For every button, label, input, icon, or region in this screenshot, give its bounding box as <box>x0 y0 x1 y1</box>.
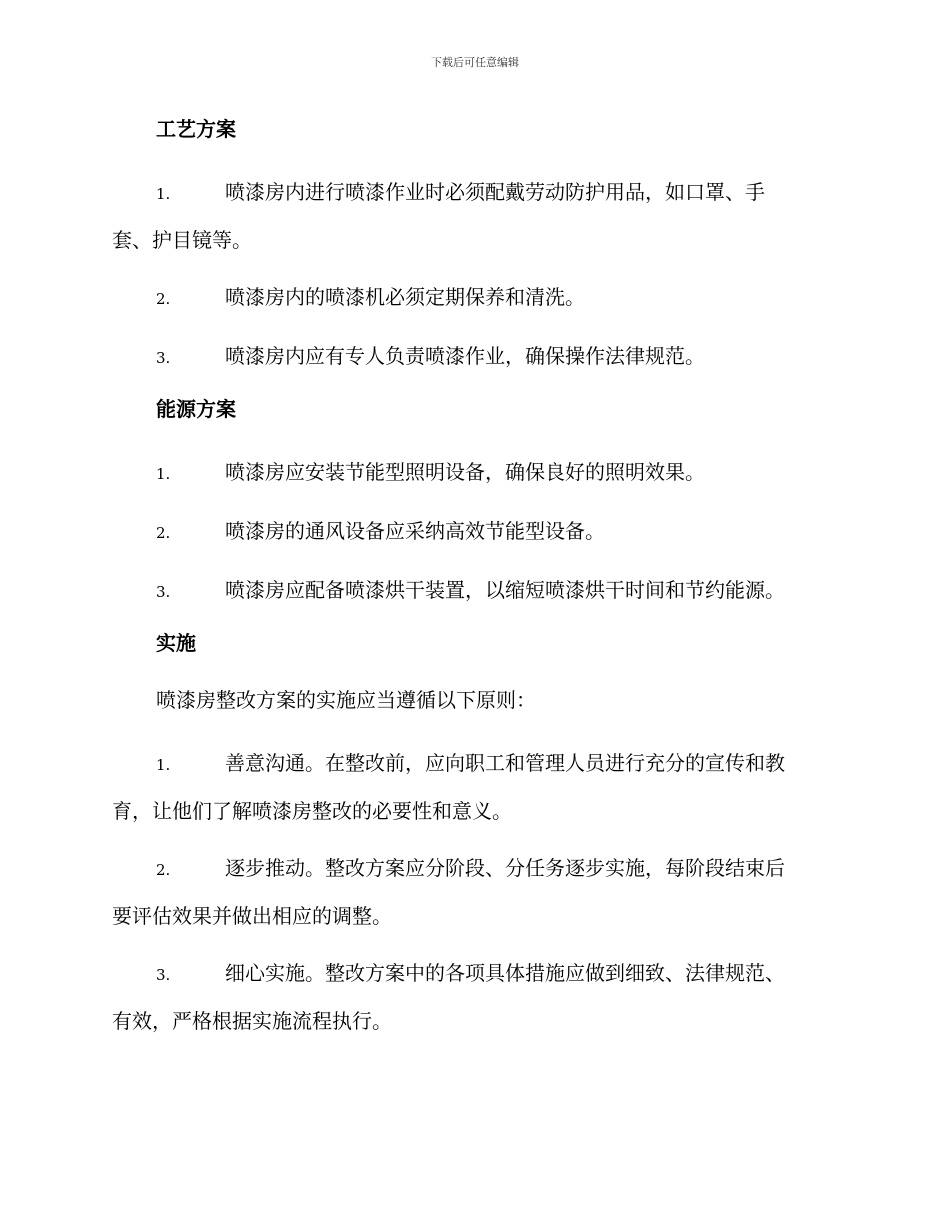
item-text: 善意沟通。在整改前，应向职工和管理人员进行充分的宣传和教 <box>225 751 785 775</box>
item-text: 逐步推动。整改方案应分阶段、分任务逐步实施，每阶段结束后 <box>225 856 785 880</box>
list-item <box>112 845 838 939</box>
item-text-cont: 套、护目镜等。 <box>112 228 252 252</box>
list-item <box>112 740 838 834</box>
item-number: 1. <box>156 185 171 203</box>
section-heading: 能源方案 <box>156 397 236 421</box>
item-text: 喷漆房内的喷漆机必须定期保养和清洗。 <box>225 285 585 309</box>
item-number: 2. <box>156 861 171 879</box>
item-number: 1. <box>156 756 171 774</box>
page-header: 下载后可任意编辑 <box>431 56 519 69</box>
item-text-cont: 要评估效果并做出相应的调整。 <box>112 904 392 928</box>
document-body <box>112 112 838 1055</box>
item-number: 3. <box>156 349 171 367</box>
item-text: 细心实施。整改方案中的各项具体措施应做到细致、法律规范、 <box>225 961 785 985</box>
item-text: 喷漆房应安装节能型照明设备，确保良好的照明效果。 <box>225 460 705 484</box>
list-item <box>112 169 838 263</box>
item-text-cont: 育，让他们了解喷漆房整改的必要性和意义。 <box>112 799 512 823</box>
list-item <box>112 567 838 615</box>
list-item <box>112 508 838 556</box>
item-number: 2. <box>156 524 171 542</box>
item-text-cont: 有效，严格根据实施流程执行。 <box>112 1009 392 1033</box>
section-intro: 喷漆房整改方案的实施应当遵循以下原则： <box>156 688 536 712</box>
item-number: 3. <box>156 966 171 984</box>
list-item <box>112 274 838 322</box>
item-text: 喷漆房应配备喷漆烘干装置，以缩短喷漆烘干时间和节约能源。 <box>225 578 785 602</box>
section-heading: 实施 <box>156 631 196 655</box>
item-text: 喷漆房的通风设备应采纳高效节能型设备。 <box>225 519 605 543</box>
list-item <box>112 333 838 381</box>
item-number: 2. <box>156 290 171 308</box>
item-number: 3. <box>156 583 171 601</box>
item-text: 喷漆房内应有专人负责喷漆作业，确保操作法律规范。 <box>225 344 705 368</box>
section-heading: 工艺方案 <box>156 117 236 141</box>
item-number: 1. <box>156 465 171 483</box>
list-item <box>112 950 838 1044</box>
item-text: 喷漆房内进行喷漆作业时必须配戴劳动防护用品，如口罩、手 <box>225 180 765 204</box>
list-item <box>112 449 838 497</box>
